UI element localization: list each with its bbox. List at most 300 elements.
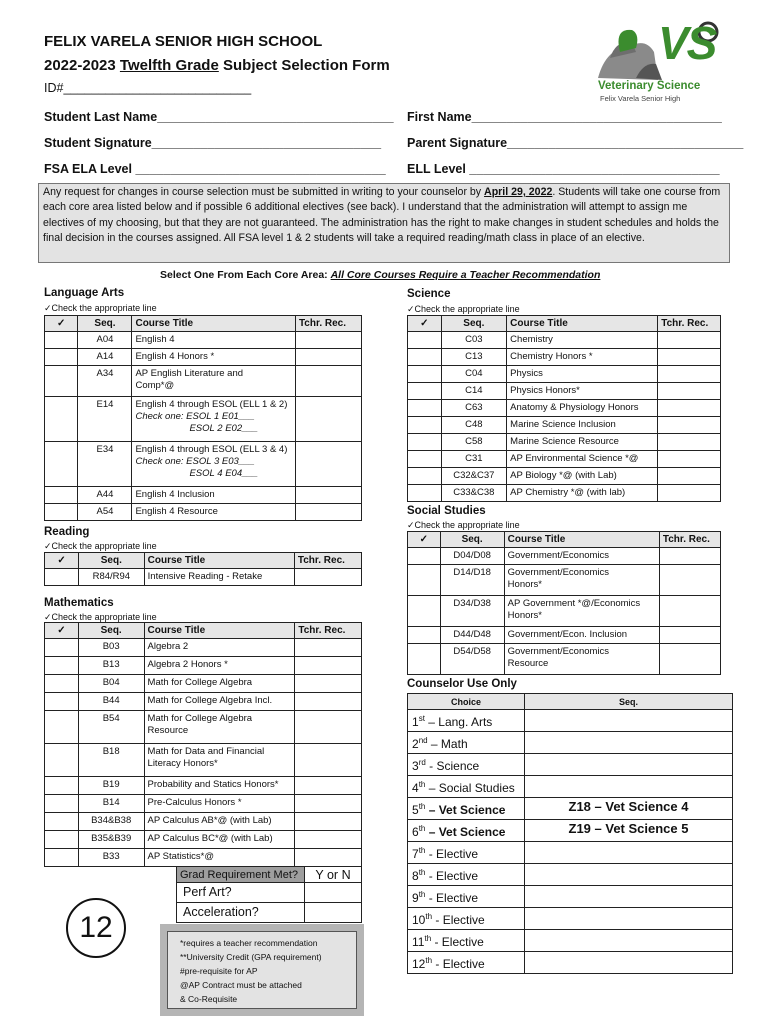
teacher-rec-cell[interactable] (295, 711, 362, 744)
course-title-line: Math for College Algebra (147, 677, 253, 688)
teacher-rec-cell[interactable] (658, 468, 721, 485)
mathematics-table (44, 622, 362, 867)
course-seq: B03 (78, 639, 144, 657)
veterinary-science-logo (596, 18, 724, 104)
course-seq: B04 (78, 675, 144, 693)
course-checkbox[interactable] (45, 849, 79, 867)
teacher-rec-cell[interactable] (295, 849, 362, 867)
counselor-title: Counselor Use Only (407, 678, 517, 690)
course-title (144, 711, 295, 744)
teacher-rec-cell[interactable] (659, 596, 720, 627)
course-title (132, 332, 295, 349)
grade-badge (66, 898, 126, 958)
fsa-ela-level-field[interactable]: FSA ELA Level ____________________________________ (44, 162, 386, 176)
course-seq: E34 (78, 442, 132, 487)
teacher-rec-cell[interactable] (658, 383, 721, 400)
course-title-line: English 4 Resource (135, 506, 218, 517)
choice-cell (408, 798, 525, 820)
course-checkbox[interactable] (45, 813, 79, 831)
science-title: Science (407, 288, 451, 300)
counselor-row (408, 952, 733, 974)
first-name-field[interactable]: First Name____________________________________ (407, 110, 722, 124)
course-checkbox[interactable] (45, 744, 79, 777)
table-header-row (45, 553, 362, 569)
choice-cell (408, 908, 525, 930)
course-row (45, 442, 362, 487)
form-grade: Twelfth Grade (119, 57, 219, 74)
course-checkbox[interactable] (45, 569, 79, 586)
teacher-rec-cell[interactable] (659, 627, 720, 644)
course-checkbox[interactable] (408, 596, 441, 627)
course-checkbox[interactable] (408, 548, 441, 565)
course-seq: D34/D38 (440, 596, 504, 627)
course-checkbox[interactable] (408, 366, 442, 383)
teacher-rec-cell[interactable] (658, 417, 721, 434)
course-title-header: Course Title (132, 316, 295, 332)
course-checkbox[interactable] (408, 332, 442, 349)
note-teacher-rec: *requires a teacher recommendation (180, 938, 318, 948)
course-row (45, 675, 362, 693)
teacher-rec-cell[interactable] (295, 813, 362, 831)
course-seq: A34 (78, 366, 132, 397)
course-checkbox[interactable] (45, 487, 78, 504)
course-title (144, 795, 295, 813)
course-row (45, 831, 362, 849)
choice-number: 9 (412, 891, 419, 905)
choice-ordinal: th (418, 780, 426, 789)
id-field[interactable]: ID#___________________________ (44, 81, 252, 95)
course-title-line: English 4 Honors * (135, 351, 215, 362)
choice-number: 5 (412, 803, 419, 817)
course-title (504, 596, 659, 627)
core-area-prefix: Select One From Each Core Area: (160, 269, 331, 281)
grad-requirement-header: Grad Requirement Met? (177, 867, 305, 883)
course-seq: C13 (441, 349, 507, 366)
course-row (408, 349, 721, 366)
choice-ordinal: th (418, 802, 426, 811)
course-title (132, 366, 295, 397)
teacher-rec-cell[interactable] (295, 487, 361, 504)
course-title (144, 744, 295, 777)
choice-ordinal: th (425, 956, 433, 965)
course-title-line: Math for College Algebra Incl. (147, 695, 273, 706)
course-row (408, 548, 721, 565)
ell-level-field[interactable]: ELL Level ____________________________________ (407, 162, 720, 176)
course-row (408, 417, 721, 434)
choice-label: – Vet Science (425, 803, 506, 817)
choice-label: – Lang. Arts (424, 715, 493, 729)
course-seq: B33 (78, 849, 144, 867)
course-seq: C32&C37 (441, 468, 507, 485)
mathematics-title: Mathematics (44, 597, 114, 609)
course-title-line: Check one: ESOL 3 E03___ (135, 456, 255, 467)
grade-badge-number: 12 (79, 911, 113, 944)
yes-no-header: Y or N (305, 867, 362, 883)
course-title (507, 485, 658, 502)
form-title (44, 57, 390, 74)
counselor-row (408, 930, 733, 952)
course-title (132, 487, 295, 504)
seq-cell[interactable] (525, 754, 733, 776)
course-title-line: AP Chemistry *@ (with lab) (510, 487, 626, 498)
teacher-rec-cell[interactable] (295, 777, 362, 795)
course-title (144, 849, 295, 867)
course-row (408, 596, 721, 627)
course-title (132, 349, 295, 366)
course-checkbox[interactable] (408, 644, 441, 675)
course-seq: C33&C38 (441, 485, 507, 502)
teacher-rec-cell[interactable] (295, 366, 361, 397)
teacher-rec-cell[interactable] (295, 349, 361, 366)
seq-cell[interactable] (525, 776, 733, 798)
table-header-row (408, 316, 721, 332)
course-checkbox[interactable] (408, 434, 442, 451)
counselor-row (408, 732, 733, 754)
choice-cell (408, 886, 525, 908)
choice-cell (408, 864, 525, 886)
course-checkbox[interactable] (45, 397, 78, 442)
course-seq: B35&B39 (78, 831, 144, 849)
seq-header: Seq. (79, 553, 145, 569)
course-checkbox[interactable] (408, 417, 442, 434)
course-checkbox[interactable] (45, 349, 78, 366)
course-checkbox[interactable] (408, 383, 442, 400)
teacher-rec-cell[interactable] (295, 675, 362, 693)
parent-signature-field[interactable]: Parent Signature__________________________________ (407, 136, 744, 150)
course-title-line: Algebra 2 (147, 641, 189, 652)
course-title (507, 400, 658, 417)
teacher-rec-cell[interactable] (658, 400, 721, 417)
choice-ordinal: th (424, 934, 432, 943)
logo-letters: VS (658, 17, 716, 69)
course-title (144, 813, 295, 831)
teacher-rec-header: Tchr. Rec. (295, 316, 361, 332)
teacher-rec-cell[interactable] (295, 397, 361, 442)
logo-title: Veterinary Science (598, 80, 701, 92)
science-table (407, 315, 721, 502)
course-checkbox[interactable] (408, 485, 442, 502)
course-seq: B13 (78, 657, 144, 675)
course-title-line: Intensive Reading - Retake (147, 571, 263, 582)
language-arts-check-note: ✓Check the appropriate line (44, 303, 157, 313)
check-header: ✓ (408, 316, 442, 332)
teacher-rec-cell[interactable] (658, 451, 721, 468)
teacher-rec-cell[interactable] (294, 569, 361, 586)
course-seq: C14 (441, 383, 507, 400)
choice-cell (408, 776, 525, 798)
course-seq: A04 (78, 332, 132, 349)
core-area-emphasis: All Core Courses Require a Teacher Recommendation (330, 269, 601, 281)
course-title (132, 442, 295, 487)
counselor-row (408, 820, 733, 842)
teacher-rec-header: Tchr. Rec. (294, 553, 361, 569)
teacher-rec-cell[interactable] (295, 504, 361, 521)
course-title-line: AP Biology *@ (with Lab) (510, 470, 617, 481)
course-row (45, 569, 362, 586)
language-arts-title: Language Arts (44, 287, 125, 299)
teacher-rec-cell[interactable] (658, 366, 721, 383)
choice-number: 2 (412, 737, 419, 751)
course-title-line: ESOL 4 E04___ (189, 468, 258, 479)
course-checkbox[interactable] (408, 565, 441, 596)
form-year: 2022-2023 (44, 57, 116, 74)
choice-ordinal: th (425, 912, 433, 921)
course-row (408, 627, 721, 644)
reading-title: Reading (44, 526, 90, 538)
choice-label: – Social Studies (425, 781, 515, 795)
form-title-rest: Subject Selection Form (222, 57, 390, 74)
choice-label: - Elective (425, 847, 479, 861)
course-title-header: Course Title (144, 623, 295, 639)
course-checkbox[interactable] (408, 349, 442, 366)
course-title (504, 565, 659, 596)
course-checkbox[interactable] (45, 639, 79, 657)
choice-label: – Vet Science (425, 825, 506, 839)
choice-label: – Math (427, 737, 468, 751)
course-title-line: Probability and Statics Honors* (147, 779, 279, 790)
check-header: ✓ (45, 316, 78, 332)
course-row (45, 332, 362, 349)
course-title (507, 349, 658, 366)
choice-number: 1 (412, 715, 419, 729)
course-checkbox[interactable] (45, 675, 79, 693)
seq-cell[interactable] (525, 908, 733, 930)
notice-text-end: . Students will take one course from each core area listed below and if possible 6 additional electives (see back). I understand that the administration will attempt to assign me electives of my choosing, but that they are not guaranteed. The administration has the right to make changes in student schedules and holds the final decision in the courses assigned. All FSA level 1 & 2 students will take a required reading/math class in place of an elective. (43, 186, 721, 245)
course-checkbox[interactable] (45, 504, 78, 521)
choice-cell (408, 842, 525, 864)
course-row (45, 366, 362, 397)
course-title-line: Resource (507, 658, 549, 669)
notice-text-start: Any request for changes in course selection must be submitted in writing to your counselor by (43, 186, 485, 198)
course-seq: R84/R94 (79, 569, 145, 586)
course-seq: B18 (78, 744, 144, 777)
course-title-line: Marine Science Inclusion (510, 419, 616, 430)
course-row (45, 795, 362, 813)
teacher-rec-cell[interactable] (295, 744, 362, 777)
course-title-line: Honors* (507, 610, 542, 621)
note-prerequisite: #pre-requisite for AP (180, 966, 258, 976)
course-seq: C04 (441, 366, 507, 383)
course-title-line: Physics Honors* (510, 385, 580, 396)
choice-cell (408, 930, 525, 952)
seq-cell[interactable] (525, 842, 733, 864)
course-title-line: Math for Data and Financial (147, 746, 265, 757)
course-row (408, 400, 721, 417)
legend-notes-box (160, 924, 364, 1016)
course-title-line: Literacy Honors* (147, 758, 218, 769)
teacher-rec-cell[interactable] (659, 644, 720, 675)
seq-cell[interactable]: Z18 – Vet Science 4 (525, 798, 733, 820)
teacher-rec-cell[interactable] (658, 485, 721, 502)
course-title (507, 417, 658, 434)
choice-ordinal: nd (418, 736, 428, 745)
course-row (45, 813, 362, 831)
acceleration-answer[interactable] (305, 903, 362, 923)
seq-cell[interactable] (525, 710, 733, 732)
course-checkbox[interactable] (45, 657, 79, 675)
perf-art-answer[interactable] (305, 883, 362, 903)
counselor-row (408, 754, 733, 776)
teacher-rec-cell[interactable] (295, 442, 361, 487)
course-change-notice (38, 183, 730, 263)
table-header-row (45, 316, 362, 332)
logo-subtitle: Felix Varela Senior High (600, 94, 681, 103)
course-title-line: Math for College Algebra (147, 713, 253, 724)
course-title-line: Government/Economics (507, 646, 610, 657)
course-seq: D44/D48 (440, 627, 504, 644)
choice-ordinal: th (418, 824, 426, 833)
course-seq: C58 (441, 434, 507, 451)
teacher-rec-cell[interactable] (658, 349, 721, 366)
choice-label: - Elective (432, 913, 485, 927)
course-seq: D04/D08 (440, 548, 504, 565)
course-checkbox[interactable] (45, 442, 78, 487)
counselor-row (408, 842, 733, 864)
choice-cell (408, 820, 525, 842)
student-signature-field[interactable]: Student Signature_________________________________ (44, 136, 382, 150)
teacher-rec-cell[interactable] (295, 831, 362, 849)
counselor-row (408, 864, 733, 886)
table-header-row (45, 623, 362, 639)
choice-ordinal: th (418, 846, 426, 855)
course-title (132, 397, 295, 442)
choice-cell (408, 754, 525, 776)
choice-number: 10 (412, 913, 426, 927)
course-title-line: Government/Economics (507, 550, 610, 561)
seq-cell[interactable] (525, 864, 733, 886)
course-checkbox[interactable] (408, 400, 442, 417)
course-checkbox[interactable] (45, 777, 79, 795)
course-seq: A44 (78, 487, 132, 504)
course-title (144, 569, 294, 586)
course-title (507, 434, 658, 451)
seq-header: Seq. (78, 623, 144, 639)
seq-cell[interactable]: Z19 – Vet Science 5 (525, 820, 733, 842)
teacher-rec-cell[interactable] (295, 639, 362, 657)
course-title (507, 366, 658, 383)
course-title (504, 644, 659, 675)
choice-ordinal: st (418, 714, 425, 723)
course-title-line: AP Calculus BC*@ (with Lab) (147, 833, 273, 844)
counselor-row (408, 886, 733, 908)
course-title-line: Honors* (507, 579, 542, 590)
choice-ordinal: th (418, 890, 426, 899)
teacher-rec-cell[interactable] (295, 693, 362, 711)
choice-label: - Elective (432, 957, 485, 971)
student-last-name-field[interactable]: Student Last Name__________________________________ (44, 110, 394, 124)
course-checkbox[interactable] (45, 693, 79, 711)
course-title (144, 675, 295, 693)
teacher-rec-cell[interactable] (295, 795, 362, 813)
choice-cell (408, 710, 525, 732)
course-row (45, 693, 362, 711)
course-row (408, 565, 721, 596)
course-title-line: Resource (147, 725, 189, 736)
course-checkbox[interactable] (45, 831, 79, 849)
course-checkbox[interactable] (408, 451, 442, 468)
seq-cell[interactable] (525, 952, 733, 974)
course-seq: B19 (78, 777, 144, 795)
course-title-header: Course Title (144, 553, 294, 569)
choice-label: - Science (425, 759, 480, 773)
course-checkbox[interactable] (408, 627, 441, 644)
choice-header: Choice (408, 694, 525, 710)
course-title-line: Government/Econ. Inclusion (507, 629, 628, 640)
course-row (45, 397, 362, 442)
grad-requirement-table (176, 866, 362, 923)
course-checkbox[interactable] (45, 332, 78, 349)
course-row (408, 332, 721, 349)
teacher-rec-cell[interactable] (659, 548, 720, 565)
course-title-line: English 4 Inclusion (135, 489, 215, 500)
course-checkbox[interactable] (45, 366, 78, 397)
course-checkbox[interactable] (408, 468, 442, 485)
course-title-header: Course Title (507, 316, 658, 332)
course-seq: A54 (78, 504, 132, 521)
teacher-rec-cell[interactable] (295, 332, 361, 349)
course-title (507, 332, 658, 349)
seq-cell[interactable] (525, 732, 733, 754)
course-checkbox[interactable] (45, 795, 79, 813)
core-area-instruction (160, 269, 600, 281)
course-title-line: Pre-Calculus Honors * (147, 797, 242, 808)
seq-cell[interactable] (525, 886, 733, 908)
course-title-header: Course Title (504, 532, 659, 548)
course-title (144, 639, 295, 657)
choice-number: 6 (412, 825, 419, 839)
social-studies-check-note: ✓Check the appropriate line (407, 520, 520, 530)
check-header: ✓ (45, 623, 79, 639)
course-seq: D54/D58 (440, 644, 504, 675)
course-checkbox[interactable] (45, 711, 79, 744)
course-row (408, 383, 721, 400)
course-seq: B54 (78, 711, 144, 744)
note-ap-contract: @AP Contract must be attached (180, 980, 302, 990)
table-header-row (408, 532, 721, 548)
seq-cell[interactable] (525, 930, 733, 952)
course-title (504, 627, 659, 644)
course-title-line: Chemistry Honors * (510, 351, 593, 362)
course-title-line: AP Calculus AB*@ (with Lab) (147, 815, 272, 826)
course-title-line: English 4 through ESOL (ELL 1 & 2) (135, 399, 288, 410)
choice-number: 7 (412, 847, 419, 861)
check-header: ✓ (45, 553, 79, 569)
check-header: ✓ (408, 532, 441, 548)
course-row (45, 777, 362, 795)
seq-header: Seq. (78, 316, 132, 332)
course-title-line: English 4 (135, 334, 175, 345)
teacher-rec-cell[interactable] (659, 565, 720, 596)
course-row (45, 657, 362, 675)
counselor-row (408, 776, 733, 798)
course-title (144, 831, 295, 849)
reading-table (44, 552, 362, 586)
counselor-row (408, 798, 733, 820)
course-row (45, 711, 362, 744)
teacher-rec-cell[interactable] (295, 657, 362, 675)
teacher-rec-cell[interactable] (658, 434, 721, 451)
teacher-rec-cell[interactable] (658, 332, 721, 349)
course-seq: A14 (78, 349, 132, 366)
choice-cell (408, 952, 525, 974)
seq-header: Seq. (441, 316, 507, 332)
seq-header: Seq. (440, 532, 504, 548)
course-seq: C63 (441, 400, 507, 417)
course-seq: B44 (78, 693, 144, 711)
notice-date: April 29, 2022 (484, 186, 553, 198)
course-title (507, 451, 658, 468)
teacher-rec-header: Tchr. Rec. (659, 532, 720, 548)
